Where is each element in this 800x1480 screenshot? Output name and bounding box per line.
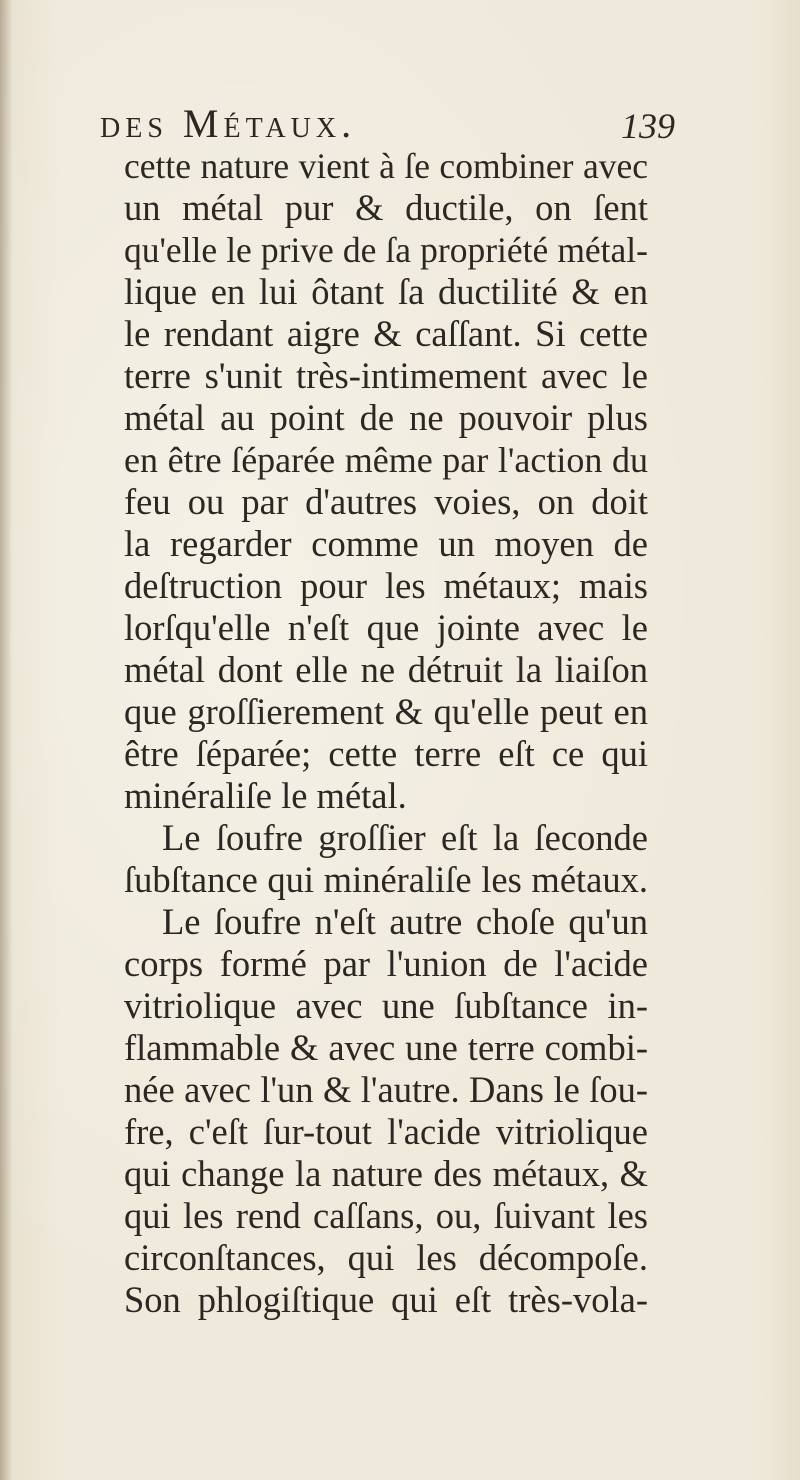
text-line: circonſtances, qui les décompoſe. (124, 1237, 648, 1278)
text-line: corps formé par l'union de l'acide (124, 943, 648, 984)
text-line: Le ſoufre groſſier eſt la ſeconde (162, 817, 648, 858)
text-line: le rendant aigre & caſſant. Si cette (124, 313, 648, 354)
text-line: minéraliſe le métal. (124, 775, 407, 816)
text-line: Son phlogiſtique qui eſt très-vola- (124, 1279, 648, 1320)
text-line: un métal pur & ductile, on ſent (124, 187, 648, 228)
text-line: cette nature vient à ſe combiner avec (124, 146, 648, 186)
text-line: qu'elle le prive de ſa propriété métal- (124, 230, 648, 270)
text-line: fre, c'eſt ſur-tout l'acide vitriolique (124, 1111, 648, 1152)
page-header (100, 88, 675, 144)
page-number: 139 (621, 106, 675, 146)
text-line: en être ſéparée même par l'action du (124, 440, 648, 480)
text-line: deſtruction pour les métaux; mais (124, 565, 648, 606)
text-line: ſubſtance qui minéraliſe les métaux. (124, 859, 648, 900)
running-head: des Métaux. (100, 101, 357, 146)
text-line: terre s'unit très-intimement avec le (124, 355, 648, 396)
text-line: feu ou par d'autres voies, on doit (124, 481, 648, 522)
text-line: métal dont elle ne détruit la liaiſon (124, 649, 648, 690)
text-line: qui les rend caſſans, ou, ſuivant les (124, 1195, 648, 1236)
text-line: qui change la nature des métaux, & (124, 1153, 648, 1194)
text-line: que groſſierement & qu'elle peut en (124, 691, 648, 732)
text-line: née avec l'un & l'autre. Dans le ſou- (124, 1069, 648, 1110)
text-line: la regarder comme un moyen de (124, 523, 648, 564)
text-line: lorſqu'elle n'eſt que jointe avec le (124, 607, 648, 648)
text-line: métal au point de ne pouvoir plus (124, 397, 648, 438)
text-line: flammable & avec une terre combi- (124, 1027, 648, 1068)
text-line: lique en lui ôtant ſa ductilité & en (124, 271, 648, 312)
text-line: Le ſoufre n'eſt autre choſe qu'un (162, 901, 648, 942)
text-line: être ſéparée; cette terre eſt ce qui (124, 733, 648, 774)
text-line: vitriolique avec une ſubſtance in- (124, 985, 648, 1026)
